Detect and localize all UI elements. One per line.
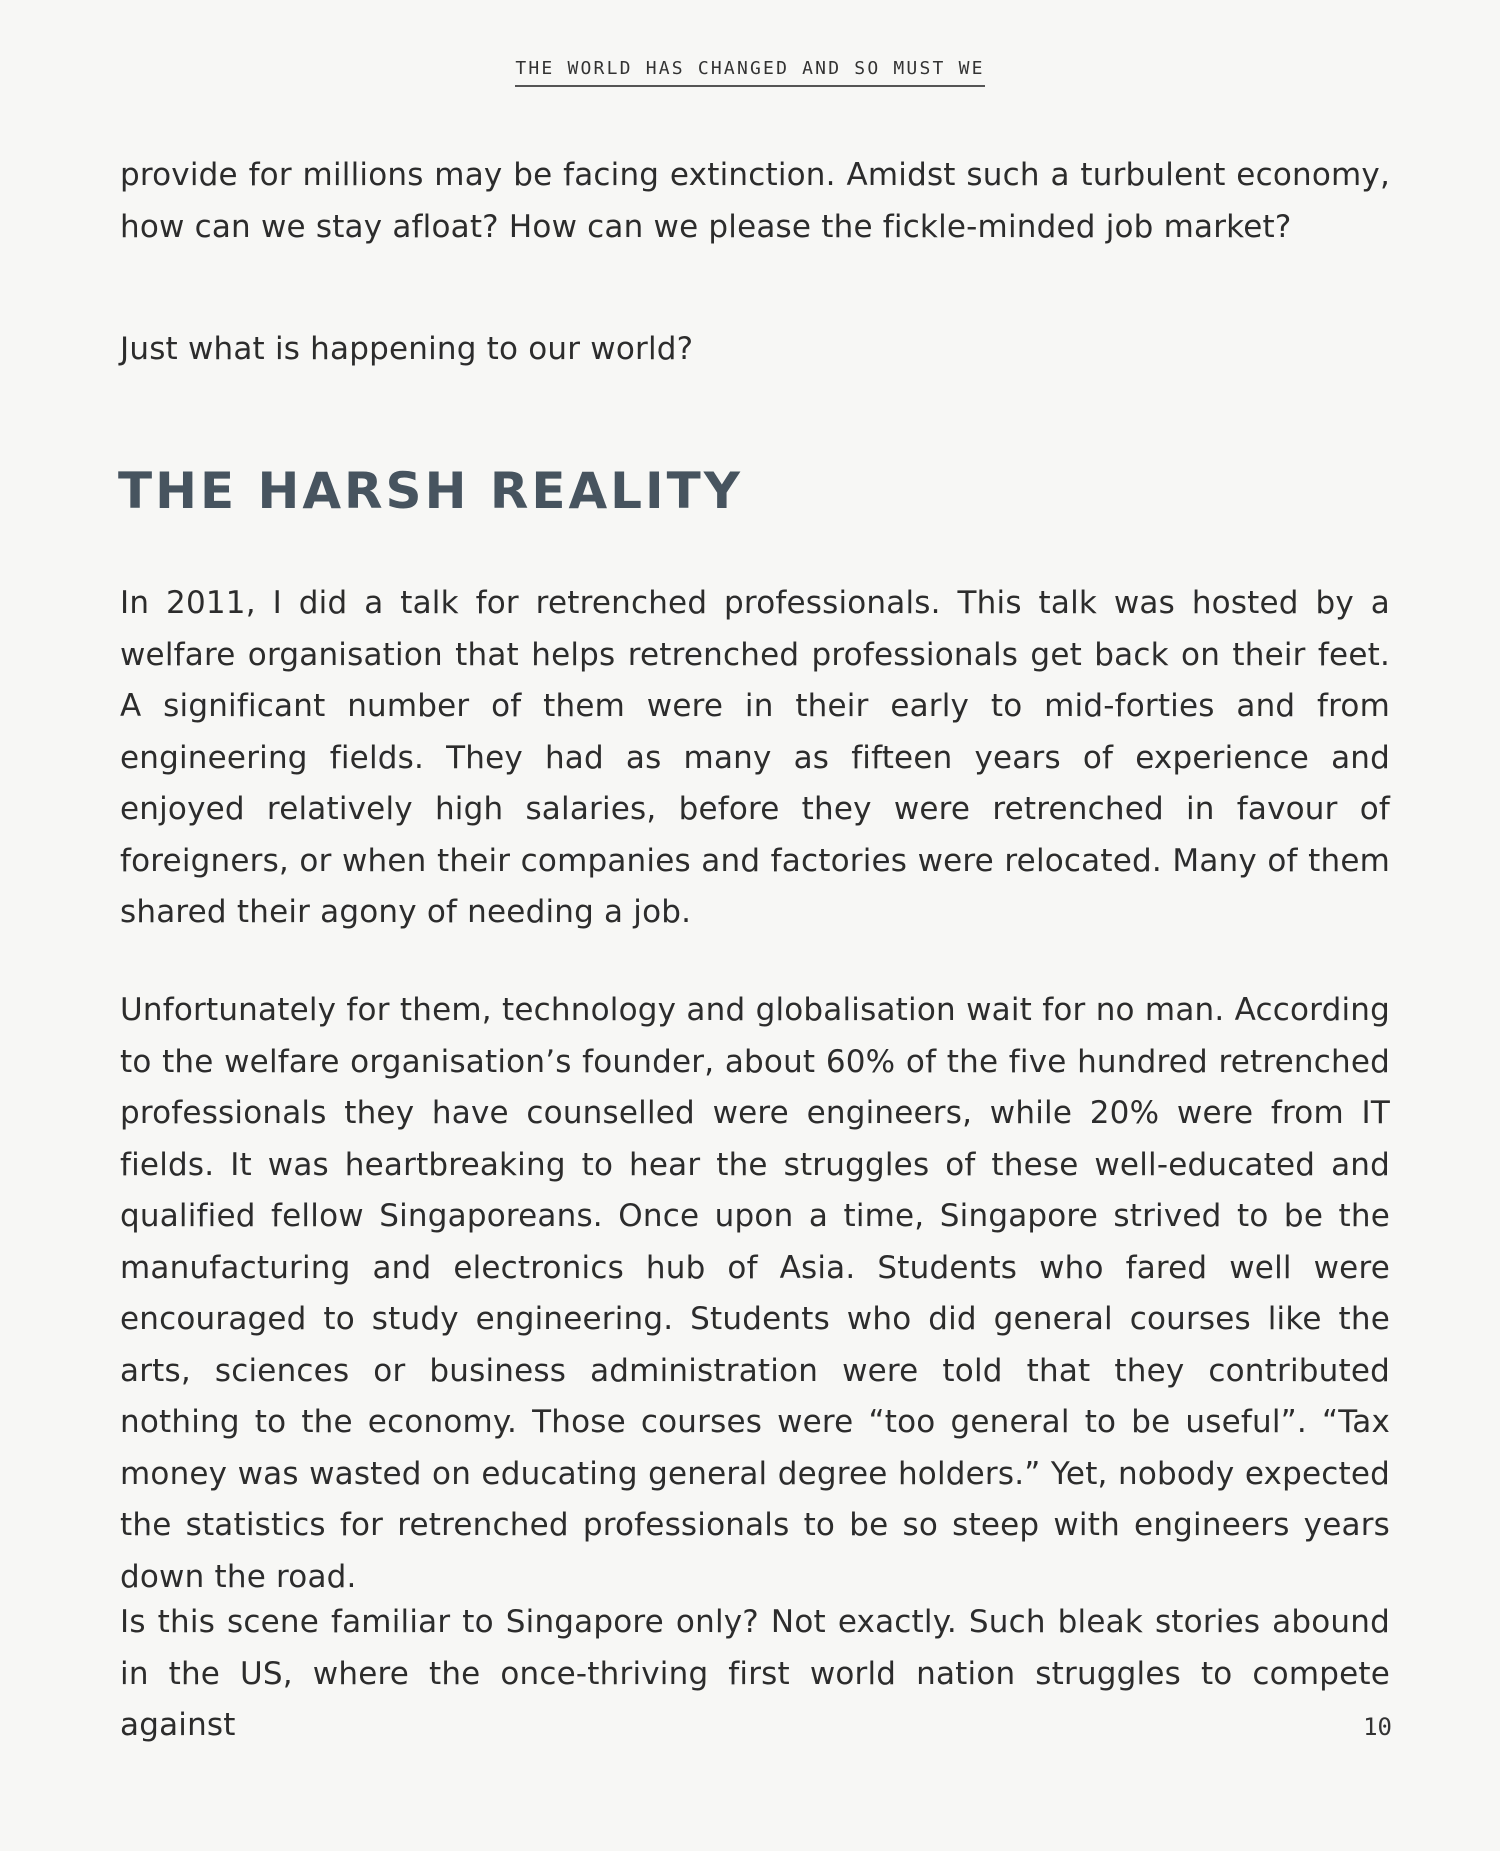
running-header-title: THE WORLD HAS CHANGED AND SO MUST WE xyxy=(515,58,984,87)
paragraph-technology-globalisation: Unfortunately for them, technology and globalisation wait for no man. According to the welfare organisation’s founder, about 60% of the five hundred retrenched professionals they have counselled were engineers, while 20% were from IT fields. It was heartbreaking to hear the struggles of these well-educated and qualified fellow Singaporeans. Once upon a time, Singapore strived to be the manufacturing and electronics hub of Asia. Students who fared well were encouraged to study engineering. Students who did general courses like the arts, sciences or business administration were told that they contributed nothing to the economy. Those courses were “too general to be useful”. “Tax money was wasted on educating general degree holders.” Yet, nobody expected the statistics for retrenched professionals to be so steep with engineers years down the road. xyxy=(120,992,1390,1595)
paragraph-us-comparison: Is this scene familiar to Singapore only? Not exactly. Such bleak stories abound in the US, where the once-thriving first world nation struggles to compete against xyxy=(120,1604,1390,1743)
section-heading: THE HARSH REALITY xyxy=(118,462,743,520)
paragraph-question: Just what is happening to our world? xyxy=(120,331,694,367)
page-number: 10 xyxy=(1363,1713,1392,1741)
paragraph-intro-continuation: provide for millions may be facing extinction. Amidst such a turbulent economy, how can we stay afloat? How can we please the fickle-minded job market? xyxy=(120,157,1390,245)
paragraph-retrenched-talk: In 2011, I did a talk for retrenched professionals. This talk was hosted by a welfare organisation that helps retrenched professionals get back on their feet. A significant number of them were in their early to mid-forties and from engineering fields. They had as many as fifteen years of experience and enjoyed relatively high salaries, before they were retrenched in favour of foreigners, or when their companies and factories were relocated. Many of them shared their agony of needing a job. xyxy=(120,585,1390,930)
running-header xyxy=(0,58,1500,87)
